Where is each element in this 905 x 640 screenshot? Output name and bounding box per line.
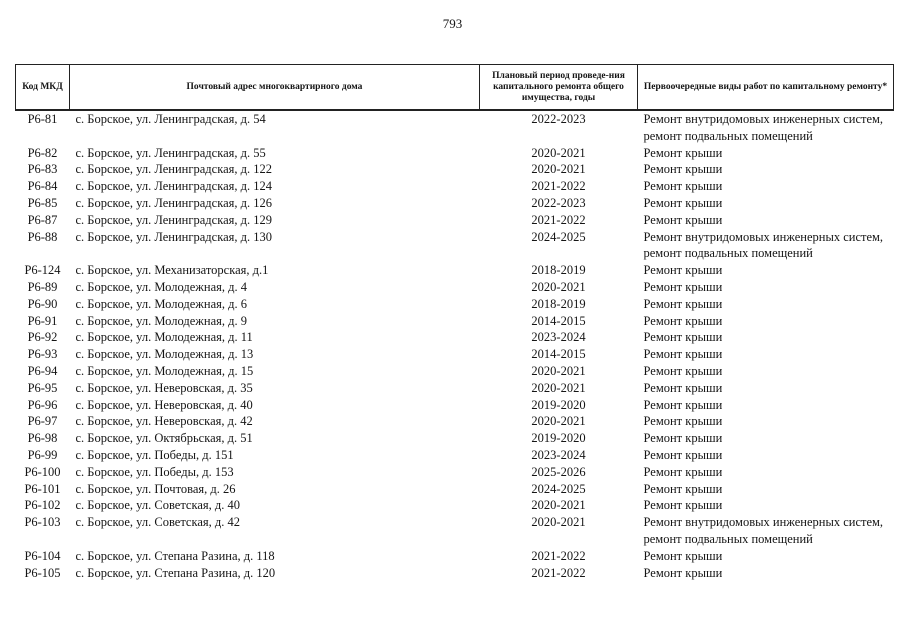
priority-works bbox=[638, 110, 894, 145]
table-row bbox=[16, 565, 894, 582]
mkd-code: Р6-96 bbox=[27, 397, 58, 412]
priority-works bbox=[638, 195, 894, 212]
table-row bbox=[16, 161, 894, 178]
header-period: Плановый период проведе-ния капитального ремонта общего имущества, годы bbox=[480, 65, 638, 111]
priority-works bbox=[638, 397, 894, 414]
table-row bbox=[16, 363, 894, 380]
postal-address: с. Борское, ул. Степана Разина, д. 120 bbox=[75, 565, 276, 580]
postal-address: с. Борское, ул. Неверовская, д. 35 bbox=[75, 380, 253, 395]
table-row bbox=[16, 380, 894, 397]
priority-works bbox=[638, 178, 894, 195]
repair-period: 2021-2022 bbox=[531, 212, 586, 227]
repair-period: 2022-2023 bbox=[531, 195, 586, 210]
mkd-code: Р6-102 bbox=[24, 498, 61, 513]
repair-period: 2014-2015 bbox=[531, 313, 586, 328]
mkd-code: Р6-84 bbox=[27, 179, 58, 194]
table-row bbox=[16, 145, 894, 162]
mkd-code: Р6-89 bbox=[27, 279, 58, 294]
table-row bbox=[16, 329, 894, 346]
works-line: Ремонт крыши bbox=[643, 431, 723, 446]
priority-works bbox=[638, 229, 894, 263]
mkd-code: Р6-103 bbox=[24, 515, 61, 530]
page-number: 793 bbox=[442, 16, 463, 31]
mkd-code: Р6-90 bbox=[27, 296, 58, 311]
postal-address: с. Борское, ул. Октябрьская, д. 51 bbox=[75, 431, 253, 446]
table-row bbox=[16, 464, 894, 481]
postal-address: с. Борское, ул. Ленинградская, д. 129 bbox=[75, 212, 272, 227]
priority-works bbox=[638, 279, 894, 296]
repair-period: 2018-2019 bbox=[531, 263, 586, 278]
repair-period: 2022-2023 bbox=[480, 110, 638, 145]
table-row bbox=[16, 212, 894, 229]
mkd-code: Р6-97 bbox=[27, 414, 58, 429]
works-line: Ремонт крыши bbox=[643, 498, 723, 513]
postal-address: с. Борское, ул. Советская, д. 40 bbox=[75, 498, 241, 513]
postal-address: с. Борское, ул. Ленинградская, д. 124 bbox=[75, 179, 272, 194]
mkd-code: Р6-101 bbox=[24, 481, 61, 496]
postal-address: с. Борское, ул. Молодежная, д. 13 bbox=[75, 347, 254, 362]
works-line: ремонт подвальных помещений bbox=[643, 246, 813, 261]
priority-works bbox=[638, 212, 894, 229]
works-line: Ремонт крыши bbox=[643, 565, 723, 580]
repair-period: 2020-2021 bbox=[531, 380, 586, 395]
postal-address: с. Борское, ул. Молодежная, д. 11 bbox=[75, 330, 253, 345]
repair-period: 2025-2026 bbox=[531, 464, 586, 479]
priority-works bbox=[638, 346, 894, 363]
repair-period: 2020-2021 bbox=[531, 279, 586, 294]
table-row bbox=[16, 497, 894, 514]
repair-period: 2023-2024 bbox=[531, 330, 586, 345]
works-line: ремонт подвальных помещений bbox=[643, 531, 813, 546]
table-row bbox=[16, 296, 894, 313]
priority-works bbox=[638, 380, 894, 397]
repair-schedule-table bbox=[15, 64, 894, 581]
repair-period: 2020-2021 bbox=[531, 414, 586, 429]
postal-address: с. Борское, ул. Ленинградская, д. 122 bbox=[75, 162, 272, 177]
postal-address: с. Борское, ул. Ленинградская, д. 55 bbox=[75, 145, 266, 160]
table-row bbox=[16, 447, 894, 464]
works-line: Ремонт крыши bbox=[643, 347, 723, 362]
header-code: Код МКД bbox=[16, 65, 70, 111]
mkd-code: Р6-100 bbox=[24, 464, 61, 479]
postal-address: с. Борское, ул. Степана Разина, д. 118 bbox=[75, 548, 275, 563]
repair-period: 2024-2025 bbox=[531, 481, 586, 496]
table-body bbox=[16, 110, 894, 581]
works-line: Ремонт крыши bbox=[643, 296, 723, 311]
repair-period: 2020-2021 bbox=[531, 145, 586, 160]
postal-address: с. Борское, ул. Молодежная, д. 4 bbox=[75, 279, 248, 294]
priority-works bbox=[638, 329, 894, 346]
repair-period: 2020-2021 bbox=[531, 498, 586, 513]
postal-address: с. Борское, ул. Советская, д. 42 bbox=[75, 515, 241, 530]
postal-address: с. Борское, ул. Молодежная, д. 15 bbox=[75, 363, 254, 378]
table-row bbox=[16, 262, 894, 279]
mkd-code: Р6-87 bbox=[27, 212, 58, 227]
postal-address: с. Борское, ул. Молодежная, д. 9 bbox=[75, 313, 248, 328]
mkd-code: Р6-104 bbox=[24, 548, 61, 563]
postal-address: с. Борское, ул. Ленинградская, д. 130 bbox=[75, 229, 272, 244]
table-row bbox=[16, 430, 894, 447]
works-line: Ремонт крыши bbox=[643, 195, 723, 210]
works-line: Ремонт крыши bbox=[643, 313, 723, 328]
priority-works bbox=[638, 413, 894, 430]
priority-works bbox=[638, 481, 894, 498]
mkd-code: Р6-82 bbox=[27, 145, 58, 160]
table-row bbox=[16, 229, 894, 263]
table-row bbox=[16, 110, 894, 145]
table-row bbox=[16, 178, 894, 195]
repair-period: 2019-2020 bbox=[531, 397, 586, 412]
postal-address: с. Борское, ул. Механизаторская, д.1 bbox=[75, 263, 269, 278]
priority-works bbox=[638, 363, 894, 380]
mkd-code: Р6-91 bbox=[27, 313, 58, 328]
priority-works bbox=[638, 145, 894, 162]
works-line: Ремонт крыши bbox=[643, 464, 723, 479]
table-header bbox=[16, 65, 894, 111]
header-works: Первоочередные виды работ по капитальному ремонту* bbox=[638, 65, 894, 111]
mkd-code: Р6-93 bbox=[27, 347, 58, 362]
works-line: Ремонт крыши bbox=[643, 380, 723, 395]
table-row bbox=[16, 195, 894, 212]
repair-period: 2021-2022 bbox=[531, 179, 586, 194]
repair-period: 2024-2025 bbox=[531, 229, 586, 244]
mkd-code: Р6-124 bbox=[24, 263, 61, 278]
works-line: Ремонт крыши bbox=[643, 212, 723, 227]
priority-works bbox=[638, 464, 894, 481]
postal-address: с. Борское, ул. Неверовская, д. 40 bbox=[75, 397, 253, 412]
priority-works bbox=[638, 548, 894, 565]
works-line: Ремонт крыши bbox=[643, 279, 723, 294]
postal-address: с. Борское, ул. Ленинградская, д. 54 bbox=[70, 110, 480, 145]
works-line: Ремонт крыши bbox=[643, 397, 723, 412]
table-row bbox=[16, 481, 894, 498]
repair-period: 2023-2024 bbox=[531, 447, 586, 462]
repair-period: 2020-2021 bbox=[531, 515, 586, 530]
table-row bbox=[16, 313, 894, 330]
priority-works bbox=[638, 565, 894, 582]
table-row bbox=[16, 397, 894, 414]
priority-works bbox=[638, 430, 894, 447]
table-row bbox=[16, 514, 894, 548]
works-line: Ремонт внутридомовых инженерных систем, bbox=[643, 229, 884, 244]
postal-address: с. Борское, ул. Ленинградская, д. 126 bbox=[75, 195, 272, 210]
works-line: Ремонт внутридомовых инженерных систем, bbox=[643, 112, 884, 126]
table-row bbox=[16, 548, 894, 565]
priority-works bbox=[638, 296, 894, 313]
works-line: Ремонт крыши bbox=[643, 414, 723, 429]
mkd-code: Р6-95 bbox=[27, 380, 58, 395]
postal-address: с. Борское, ул. Молодежная, д. 6 bbox=[75, 296, 248, 311]
works-line: Ремонт крыши bbox=[643, 548, 723, 563]
repair-period: 2014-2015 bbox=[531, 347, 586, 362]
postal-address: с. Борское, ул. Неверовская, д. 42 bbox=[75, 414, 253, 429]
priority-works bbox=[638, 514, 894, 548]
repair-period: 2020-2021 bbox=[531, 162, 586, 177]
postal-address: с. Борское, ул. Почтовая, д. 26 bbox=[75, 481, 236, 496]
header-address: Почтовый адрес многоквартирного дома bbox=[70, 65, 480, 111]
postal-address: с. Борское, ул. Победы, д. 151 bbox=[75, 447, 234, 462]
priority-works bbox=[638, 161, 894, 178]
mkd-code: Р6-94 bbox=[27, 363, 58, 378]
works-line: Ремонт крыши bbox=[643, 179, 723, 194]
works-line: Ремонт крыши bbox=[643, 145, 723, 160]
works-line: Ремонт крыши bbox=[643, 162, 723, 177]
works-line: ремонт подвальных помещений bbox=[643, 128, 813, 143]
repair-period: 2018-2019 bbox=[531, 296, 586, 311]
repair-period: 2021-2022 bbox=[531, 565, 586, 580]
works-line: Ремонт крыши bbox=[643, 481, 723, 496]
mkd-code: Р6-105 bbox=[24, 565, 61, 580]
priority-works bbox=[638, 497, 894, 514]
postal-address: с. Борское, ул. Победы, д. 153 bbox=[75, 464, 234, 479]
priority-works bbox=[638, 447, 894, 464]
works-line: Ремонт крыши bbox=[643, 363, 723, 378]
repair-period: 2021-2022 bbox=[531, 548, 586, 563]
repair-period: 2019-2020 bbox=[531, 431, 586, 446]
mkd-code: Р6-92 bbox=[27, 330, 58, 345]
works-line: Ремонт крыши bbox=[643, 447, 723, 462]
works-line: Ремонт крыши bbox=[643, 263, 723, 278]
table-row bbox=[16, 279, 894, 296]
mkd-code: Р6-83 bbox=[27, 162, 58, 177]
works-line: Ремонт крыши bbox=[643, 330, 723, 345]
mkd-code: Р6-98 bbox=[27, 431, 58, 446]
mkd-code: Р6-85 bbox=[27, 195, 58, 210]
priority-works bbox=[638, 262, 894, 279]
works-line: Ремонт внутридомовых инженерных систем, bbox=[643, 515, 884, 530]
repair-period: 2020-2021 bbox=[531, 363, 586, 378]
table-row bbox=[16, 413, 894, 430]
mkd-code: Р6-88 bbox=[27, 229, 58, 244]
mkd-code: Р6-99 bbox=[27, 447, 58, 462]
priority-works bbox=[638, 313, 894, 330]
mkd-code: Р6-81 bbox=[16, 110, 70, 145]
table-row bbox=[16, 346, 894, 363]
